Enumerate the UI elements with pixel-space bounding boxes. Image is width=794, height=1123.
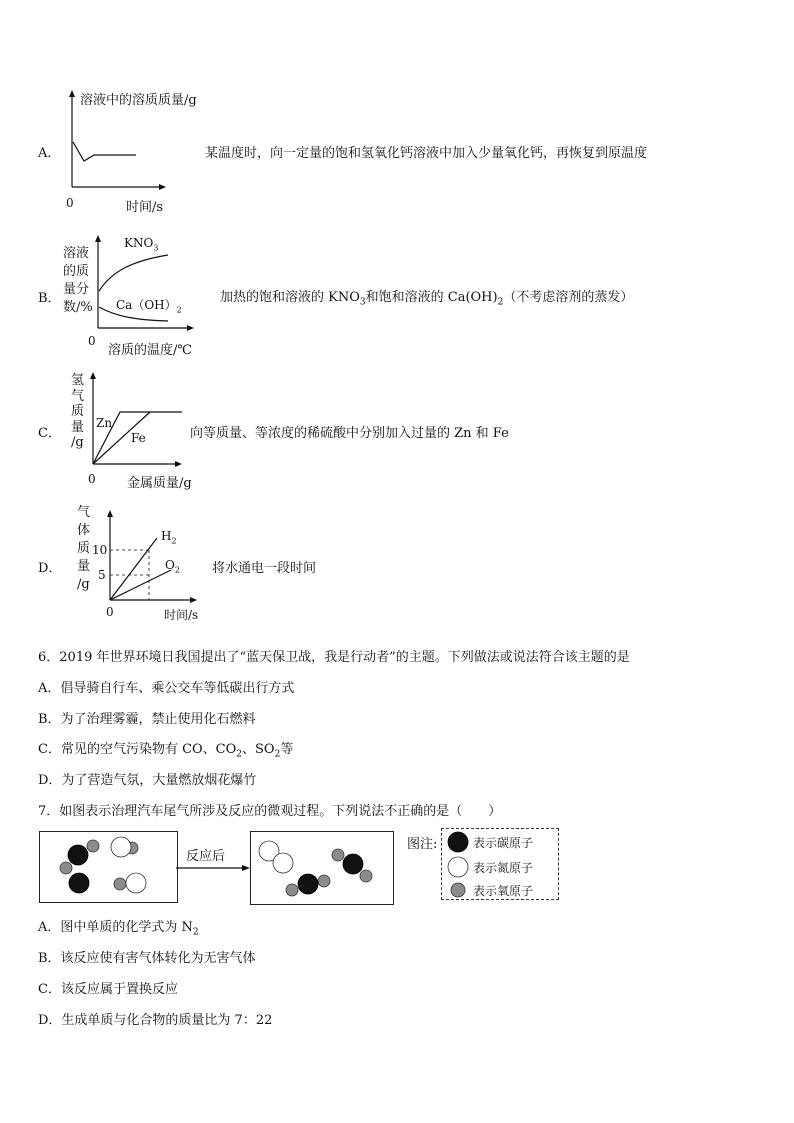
legend-nitrogen-label: 表示氮原子 <box>473 861 534 875</box>
graph-c-y-arrow <box>90 372 96 379</box>
graph-d-x-arrow <box>190 597 197 603</box>
graph-c-x-arrow <box>175 461 182 467</box>
graph-d-ylabel-line: 质 <box>77 541 91 556</box>
q6-option-a: A．倡导骑自行车、乘公交车等低碳出行方式 <box>38 681 295 696</box>
graph-a-x-arrow <box>159 184 166 190</box>
graph-d-ylabel-line: 气 <box>77 505 91 520</box>
graph-c-ylabel-line: 质 <box>71 404 85 419</box>
graph-d <box>105 508 205 608</box>
graph-d-ylabel-line: 量 <box>77 559 91 574</box>
legend-title: 图注: <box>407 837 438 852</box>
graph-a-xlabel: 时间/s <box>126 200 164 215</box>
graph-d-xlabel: 时间/s <box>164 608 199 622</box>
carbon-atom <box>68 845 88 865</box>
graph-c-ylabel <box>71 373 84 451</box>
graph-b-x-arrow <box>187 325 194 331</box>
graph-a-y-arrow <box>69 90 75 97</box>
legend-nitrogen-icon <box>448 857 468 877</box>
graph-d-tick-10: 10 <box>92 543 108 557</box>
graph-b-y-arrow <box>95 235 101 242</box>
graph-d-tick-5: 5 <box>98 568 106 582</box>
graph-c-ylabel-line: 氢 <box>71 373 85 388</box>
q7-option-d: D．生成单质与化合物的质量比为 7：22 <box>38 1013 273 1028</box>
legend-symbols <box>445 830 475 900</box>
q7-option-a: A．图中单质的化学式为 $N_2$ <box>38 920 199 938</box>
graph-b-xlabel: 溶质的温度/℃ <box>108 343 192 358</box>
graph-b-ylabel-line: 数/% <box>63 300 93 315</box>
graph-b-kno3-label: $KNO_3$ <box>124 236 159 253</box>
graph-d-h2-label: $H_2$ <box>161 529 177 546</box>
graph-b-ylabel-line: 量分 <box>63 282 90 297</box>
nitrogen-atom <box>273 853 293 873</box>
nitrogen-atom <box>111 837 131 857</box>
carbon-atom <box>298 874 318 894</box>
graph-c-origin: 0 <box>88 472 96 486</box>
oxygen-atom <box>360 870 372 882</box>
graph-b-ylabel-line: 的质 <box>63 264 90 279</box>
graph-c-xlabel: 金属质量/g <box>127 476 192 491</box>
q7-option-c: C．该反应属于置换反应 <box>38 982 178 997</box>
option-a-label: A． <box>38 146 61 161</box>
graph-d-h2-line <box>110 538 157 600</box>
oxygen-atom <box>87 840 99 852</box>
graph-c-zn-label: Zn <box>96 416 113 430</box>
q6-stem: 6．2019 年世界环境日我国提出了“蓝天保卫战，我是行动者”的主题。下列做法或说法符合该主题的是 <box>38 650 630 665</box>
option-a-desc: 某温度时，向一定量的饱和氢氧化钙溶液中加入少量氧化钙，再恢复到原温度 <box>205 146 648 161</box>
graph-c-ylabel-line: /g <box>71 435 84 450</box>
product-molecules <box>250 831 396 905</box>
option-c-desc: 向等质量、等浓度的稀硫酸中分别加入过量的 Zn 和 Fe <box>190 426 509 441</box>
option-b-desc: 加热的饱和溶液的 $KNO_3$和饱和溶液的 $Ca(OH)_2$（不考虑溶剂的蒸发） <box>220 290 634 308</box>
option-d-label: D． <box>38 561 62 576</box>
nitrogen-atom <box>126 873 146 893</box>
graph-a-origin: 0 <box>66 196 74 210</box>
reaction-arrow <box>176 864 252 874</box>
reaction-arrowhead <box>242 865 250 871</box>
q6-option-b: B．为了治理雾霾，禁止使用化石燃料 <box>38 712 256 727</box>
q7-stem: 7．如图表示治理汽车尾气所涉及反应的微观过程。下列说法不正确的是（ ） <box>38 804 502 819</box>
oxygen-atom <box>114 878 126 890</box>
reactant-molecules <box>39 831 179 903</box>
legend-carbon-label: 表示碳原子 <box>473 836 534 850</box>
graph-d-y-arrow <box>107 510 113 517</box>
graph-b-origin: 0 <box>88 334 96 348</box>
graph-a <box>60 90 170 200</box>
q6-option-c: C．常见的空气污染物有 CO、$CO_2$、$SO_2$等 <box>38 742 294 760</box>
carbon-atom <box>343 854 363 874</box>
graph-a-curve <box>73 142 136 161</box>
graph-b-ylabel-line: 溶液 <box>63 246 90 261</box>
graph-b-caoh2-label: $Ca(OH)_2$ <box>116 298 182 315</box>
graph-d-o2-label: $O_2$ <box>165 558 180 575</box>
legend-oxygen-icon <box>451 883 465 897</box>
option-c-label: C． <box>38 426 61 441</box>
oxygen-atom <box>60 862 72 874</box>
graph-d-ylabel-line: 体 <box>77 523 91 538</box>
option-d-desc: 将水通电一段时间 <box>212 561 317 576</box>
carbon-atom <box>69 873 89 893</box>
graph-b-kno3-curve <box>99 255 168 291</box>
graph-d-o2-line <box>110 570 171 600</box>
graph-c-ylabel-line: 气 <box>71 388 85 404</box>
oxygen-atom <box>332 849 344 861</box>
graph-d-origin: 0 <box>106 605 114 619</box>
graph-a-ylabel: 溶液中的溶质质量/g <box>80 93 197 108</box>
legend-carbon-icon <box>448 832 468 852</box>
oxygen-atom <box>286 884 298 896</box>
arrow-label: 反应后 <box>186 849 226 864</box>
legend-oxygen-label: 表示氧原子 <box>473 884 534 898</box>
q7-option-b: B．该反应使有害气体转化为无害气体 <box>38 951 256 966</box>
oxygen-atom <box>318 875 330 887</box>
graph-c-fe-label: Fe <box>131 431 146 445</box>
graph-b-ylabel <box>63 245 93 317</box>
q6-option-d: D．为了营造气氛，大量燃放烟花爆竹 <box>38 773 257 788</box>
graph-d-ylabel-line: /g <box>77 577 90 592</box>
graph-d-ylabel <box>77 504 90 594</box>
option-b-label: B． <box>38 291 61 306</box>
graph-c-ylabel-line: 量 <box>71 419 85 435</box>
